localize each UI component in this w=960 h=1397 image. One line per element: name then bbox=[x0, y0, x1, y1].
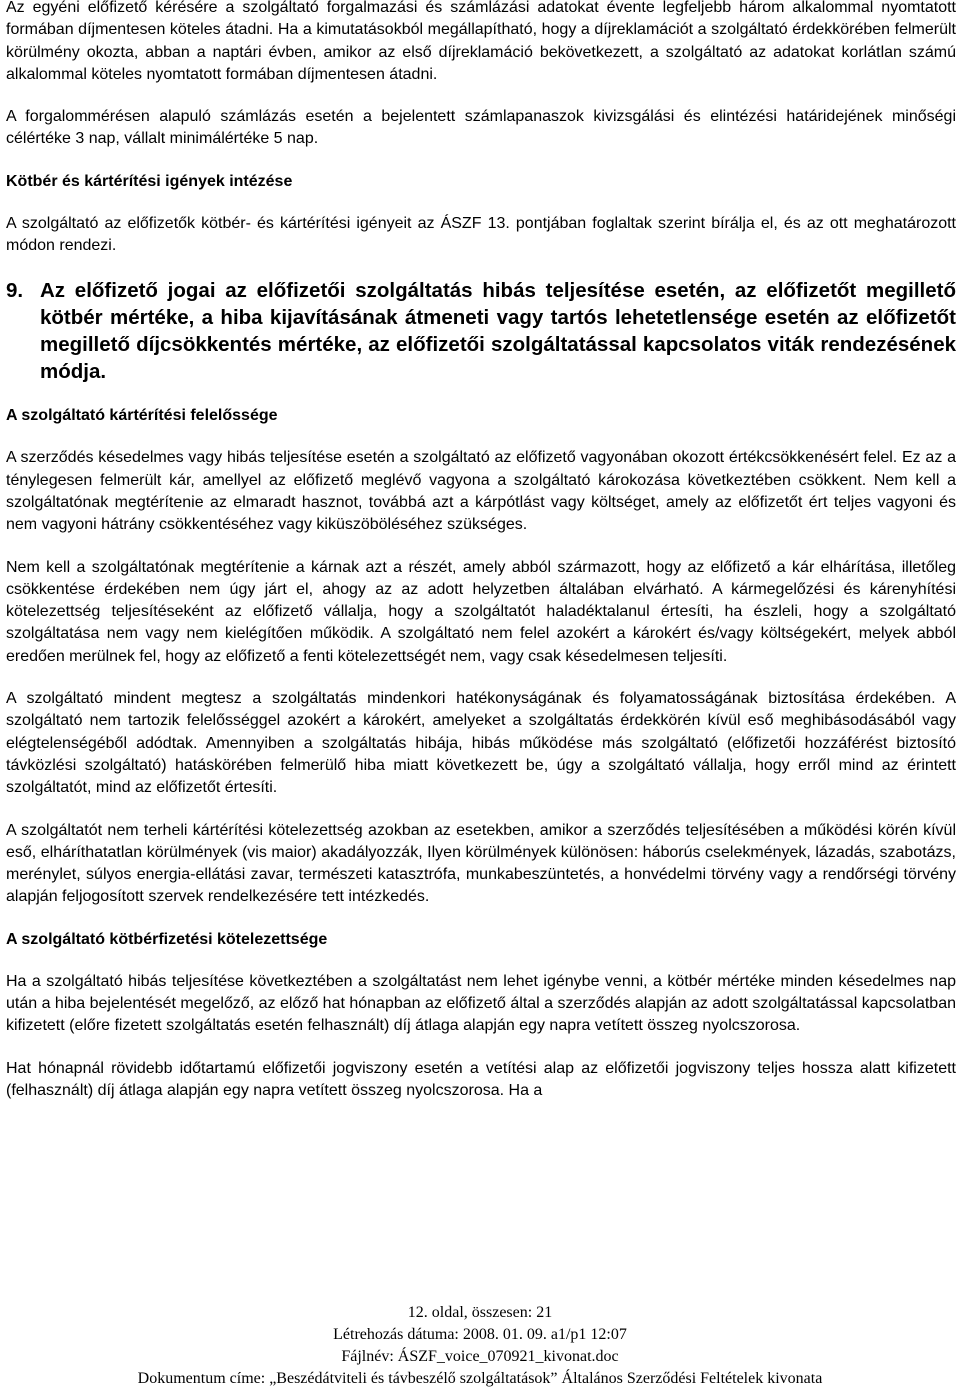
footer-created-date: Létrehozás dátuma: 2008. 01. 09. a1/p1 12:07 bbox=[333, 1326, 627, 1343]
footer-filename: Fájlnév: ÁSZF_voice_070921_kivonat.doc bbox=[341, 1348, 619, 1365]
section-number: 9. bbox=[6, 279, 24, 303]
paragraph-hat-honap: Hat hónapnál rövidebb időtartamú előfizetői jogviszony esetén a vetítési alap az előfizetői jogviszony teljes hossza alatt kifizetett (felhasznált) díj átlaga alapján egy napra vetített összeg nyolcszorosa. Ha a bbox=[6, 1059, 956, 1099]
paragraph-kar-elharitasa: Nem kell a szolgáltatónak megtérítenie a kárnak azt a részét, amely abból származott, hogy az előfizető a kár elhárítása, illetőleg csökkentése érdekében nem úgy járt el, ahogy az az adott helyzetben általában elvárható. A kármegelőzési és kárenyhítési kötelezettség teljesítéseként az előfizető vállalja, hogy a szolgáltatót haladéktalanul értesíti, ha észleli, hogy a szolgáltató szolgáltatása nem vagy nem kielégítően működik. A szolgáltató nem felel azokért a károkért és/vagy költségekért, melyek abból eredően merülnek fel, hogy az előfizető a fenti kötelezettségét nem, vagy csak késedelmesen teljesíti. bbox=[6, 558, 956, 665]
footer-page-number: 12. oldal, összesen: 21 bbox=[407, 1304, 553, 1321]
page-footer bbox=[0, 1302, 960, 1390]
section-heading-9 bbox=[6, 277, 956, 385]
section-title: Az előfizető jogai az előfizetői szolgáltatás hibás teljesítése esetén, az előfizetőt megillető kötbér mértéke, a hiba kijavításának átmeneti vagy tartós lehetetlensége esetén az előfizetőt megillető díjcsökkentés mértéke, az előfizetői szolgáltatással kapcsolatos viták rendezésének módja. bbox=[40, 279, 956, 384]
heading-kotber-kartérites: Kötbér és kártérítési igények intézése bbox=[6, 172, 293, 190]
heading-karteritesi-felelosseg: A szolgáltató kártérítési felelőssége bbox=[6, 407, 278, 425]
paragraph-hatekonysag: A szolgáltató mindent megtesz a szolgáltatás mindenkori hatékonyságának és folyamatosságának biztosítása érdekében. A szolgáltató nem tartozik felelősséggel azokért a károkért, amelyeket a szolgáltatás érdekkörén kívül eső meghibásodásából vagy elégtelenségéből adódtak. Amennyiben a szolgáltatás hibája, hibás működése más szolgáltató (előfizetői hozzáférést biztosító távközlési szolgáltató) hatáskörében felmerülő hiba miatt következett be, úgy a szolgáltató vállalja, hogy erről mind az érintett szolgáltatót, mind az előfizetőt értesíti. bbox=[6, 690, 956, 797]
heading-kotberfizetes: A szolgáltató kötbérfizetési kötelezettsége bbox=[6, 930, 328, 948]
paragraph-szamlapanasz-hatarido: A forgalommérésen alapuló számlázás esetén a bejelentett számlapanaszok kivizsgálási és elintézési határidejének minőségi célértéke 3 nap, vállalt minimálértéke 5 nap. bbox=[6, 108, 956, 148]
paragraph-kotber-mertek: Ha a szolgáltató hibás teljesítése következtében a szolgáltatást nem lehet igénybe venni, a kötbér mértéke minden késedelmes nap után a hiba bejelentését megelőző, az előző hat hónapban az előfizető által a szerződés alapján az adott szolgáltatással kapcsolatban kifizetett (előre fizetett szolgáltatás esetén felhasznált) díj átlaga alapján egy napra vetített összeg nyolcszorosa. bbox=[6, 972, 956, 1035]
paragraph-vis-maior: A szolgáltatót nem terheli kártérítési kötelezettség azokban az esetekben, amikor a szerződés teljesítésében a működési körén kívül eső, elháríthatatlan körülmények (vis maior) akadályozzák, Ilyen körülmények különösen: háborús cselekmények, lázadás, szabotázs, merénylet, súlyos energia-ellátási zavar, természeti katasztrófa, munkabeszüntetés, a honvédelmi törvény vagy a rendőrségi törvény alapján feljogosított szervek rendelkezésére tett intézkedés. bbox=[6, 821, 956, 906]
paragraph-kotber-igenyek: A szolgáltató az előfizetők kötbér- és kártérítési igényeit az ÁSZF 13. pontjában foglaltak szerint bírálja el, és az ott meghatározott módon rendezi. bbox=[6, 214, 956, 255]
paragraph-forgalmazasi-adatok: Az egyéni előfizető kérésére a szolgáltató forgalmazási és számlázási adatokat évente legfeljebb három alkalommal nyomtatott formában díjmentesen köteles átadni. Ha a kimutatásokból megállapítható, hogy a díjreklamációt a szolgáltató érdekkörében felmerült körülmény okozta, abban a naptári évben, amikor az első díjreklamáció bekövetkezett, a szolgáltató az adatokat korlátlan számú alkalommal köteles nyomtatott formában díjmentesen átadni. bbox=[6, 0, 956, 83]
footer-document-title: Dokumentum címe: „Beszédátviteli és távbeszélő szolgáltatások” Általános Szerződési Feltételek kivonata bbox=[137, 1370, 823, 1387]
paragraph-ertekcsokkenes: A szerződés késedelmes vagy hibás teljesítése esetén a szolgáltató az előfizető vagyonában okozott értékcsökkenésért felel. Ez az a ténylegesen felmerült kár, amellyel az előfizető meglévő vagyona a szolgáltató károkozása következtében csökkent. Nem kell a szolgáltatónak megtérítenie az elmaradt hasznot, továbbá azt a kárpótlást vagy költséget, amely az előfizetőt ért teljes vagyoni és nem vagyoni hátrány csökkentéséhez vagy kiküszöböléséhez szükséges. bbox=[6, 449, 956, 534]
